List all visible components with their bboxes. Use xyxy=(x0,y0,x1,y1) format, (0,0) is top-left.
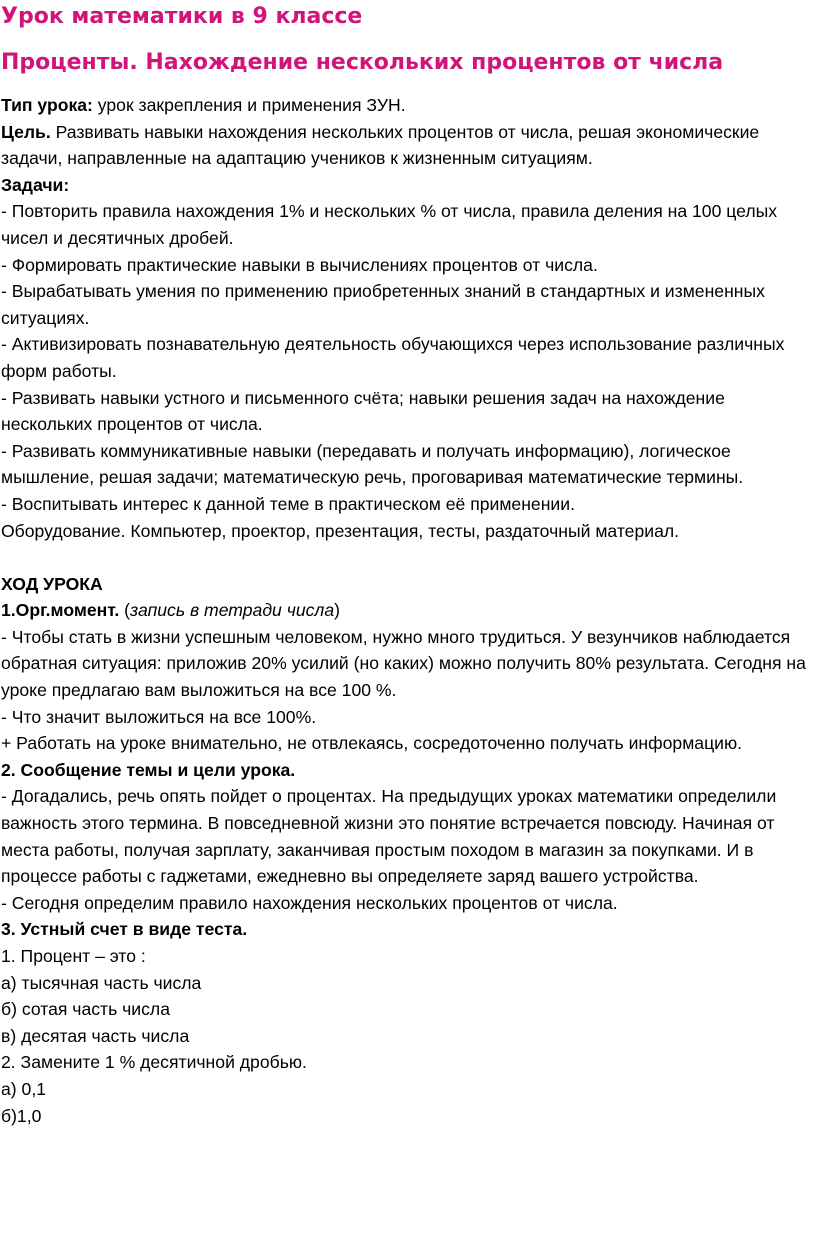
goal-value: Развивать навыки нахождения нескольких процентов от числа, решая экономические задачи, направленные на адаптацию учеников к жизненным ситуациям. xyxy=(1,121,760,169)
lesson-type-label: Тип урока: xyxy=(1,95,93,115)
test-line: б) сотая часть числа xyxy=(1,999,170,1020)
org-paren-open: ( xyxy=(119,600,130,621)
org-moment-heading xyxy=(1,597,814,624)
task-item: - Активизировать познавательную деятельность обучающихся через использование различных форм работы. xyxy=(1,334,785,381)
lesson-type-value: урок закрепления и применения ЗУН. xyxy=(92,95,406,115)
task-item: - Воспитывать интерес к данной теме в практическом её применении. xyxy=(1,493,575,514)
org-moment-label: 1.Орг.момент. xyxy=(1,600,120,621)
test-line: а) тысячная часть числа xyxy=(1,972,202,993)
org-paren-close: ) xyxy=(334,600,340,621)
document-subtitle: Проценты. Нахождение нескольких процентов от числа xyxy=(1,50,724,75)
task-item: - Вырабатывать умения по применению приобретенных знаний в стандартных и измененных ситуациях. xyxy=(1,281,765,328)
equipment-line: Оборудование. Компьютер, проектор, презентация, тесты, раздаточный материал. xyxy=(1,520,680,541)
paragraph-gap xyxy=(1,544,814,571)
oral-test-label: 3. Устный счет в виде теста. xyxy=(1,919,248,940)
org-moment-note: запись в тетради числа xyxy=(130,600,335,621)
tasks-heading xyxy=(1,172,814,199)
topic-heading xyxy=(1,757,814,784)
org-paragraph: + Работать на уроке внимательно, не отвлекаясь, сосредоточенно получать информацию. xyxy=(1,733,743,754)
document-title: Урок математики в 9 классе xyxy=(1,4,363,29)
lesson-type-line xyxy=(1,92,814,119)
topic-paragraph: - Догадались, речь опять пойдет о процентах. На предыдущих уроках математики определили важность этого термина. В повседневной жизни это понятие встречается повсюду. Начиная от места работы, получая зарплату, заканчивая простым походом в магазин за покупками. И в процессе работы с гаджетами, ежедневно вы определяете заряд вашего устройства. xyxy=(1,786,777,887)
test-line: в) десятая часть числа xyxy=(1,1025,190,1046)
test-line: 1. Процент – это : xyxy=(1,946,146,966)
task-item: - Формировать практические навыки в вычислениях процентов от числа. xyxy=(1,254,598,275)
task-item: - Развивать коммуникативные навыки (передавать и получать информацию), логическое мышление, решая задачи; математическую речь, проговаривая математические термины. xyxy=(1,440,744,488)
document-body xyxy=(1,92,814,1129)
org-paragraph: - Чтобы стать в жизни успешным человеком, нужно много трудиться. У везунчиков наблюдается обратная ситуация: приложив 20% усилий (но каких) можно получить 80% результата. Сегодня на уроке предлагаю вам выложиться на все 100 %. xyxy=(1,626,806,701)
test-line: 2. Замените 1 % десятичной дробью. xyxy=(1,1052,307,1073)
oral-test-heading xyxy=(1,916,814,943)
task-item: - Развивать навыки устного и письменного счёта; навыки решения задач на нахождение нескольких процентов от числа. xyxy=(1,387,725,435)
topic-paragraph: - Сегодня определим правило нахождения нескольких процентов от числа. xyxy=(1,892,618,913)
goal-line xyxy=(1,119,814,172)
test-line: б)1,0 xyxy=(1,1105,42,1126)
org-paragraph: - Что значит выложиться на все 100%. xyxy=(1,706,317,727)
goal-label: Цель. xyxy=(1,121,51,142)
topic-label: 2. Сообщение темы и цели урока. xyxy=(1,759,296,780)
tasks-label: Задачи: xyxy=(1,174,70,195)
course-heading xyxy=(1,571,814,598)
course-heading-text: ХОД УРОКА xyxy=(1,573,103,594)
test-line: а) 0,1 xyxy=(1,1078,46,1099)
task-item: - Повторить правила нахождения 1% и нескольких % от числа, правила деления на 100 целых чисел и десятичных дробей. xyxy=(1,201,778,248)
